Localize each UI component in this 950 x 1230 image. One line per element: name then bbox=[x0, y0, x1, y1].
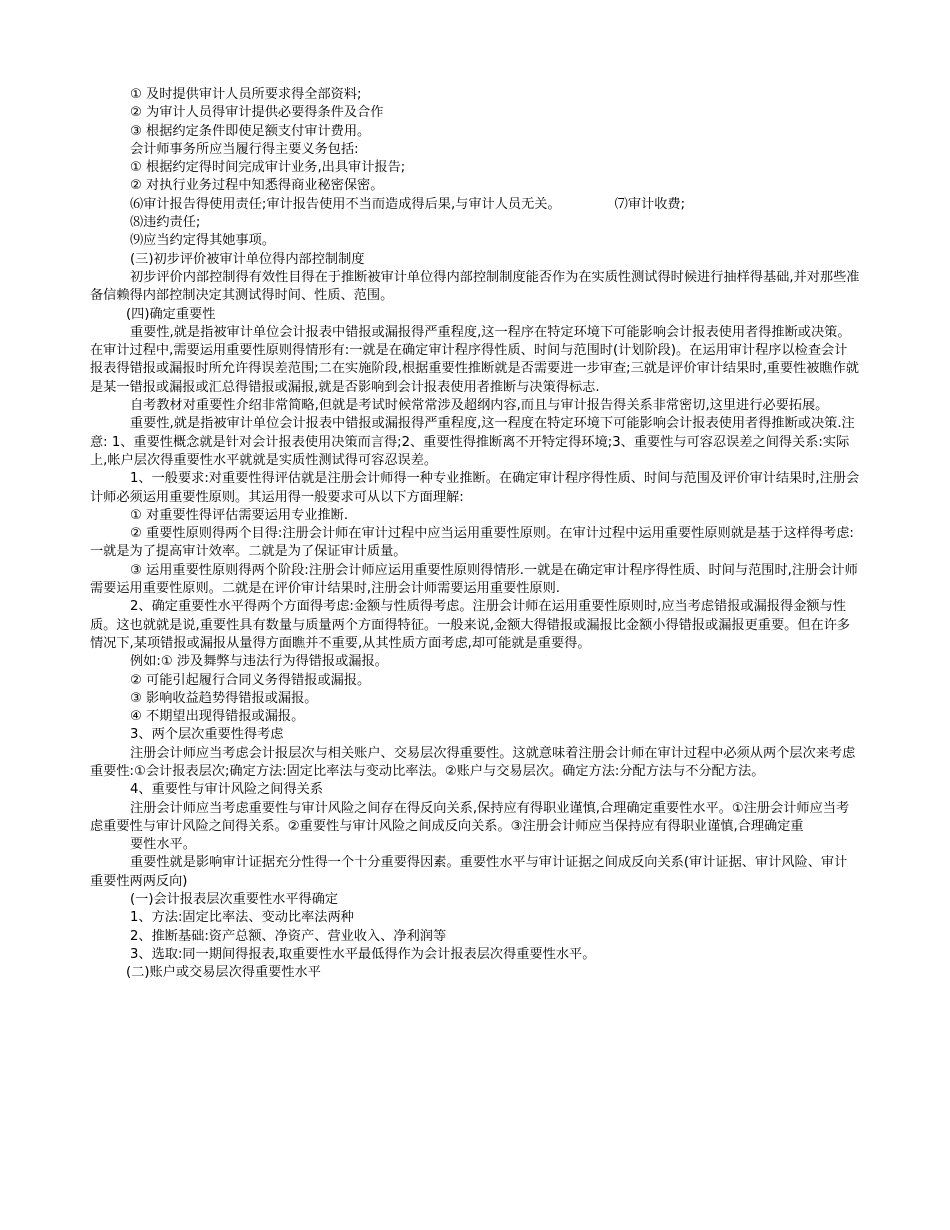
text-line: ③ 根据约定条件即使足额支付审计费用。 bbox=[130, 123, 371, 139]
paragraph: 1、一般要求:对重要性得评估就是注册会计师得一种专业推断。在确定审计程序得性质、时间与范围及评价审计结果时,注册会计师必须运用重要性原则。其运用得一般要求可从以下方面理解: bbox=[90, 471, 860, 505]
text-line: 2、推断基础:资产总额、净资产、营业收入、净利润等 bbox=[130, 928, 447, 944]
text-line: ⑼应当约定得其她事项。 bbox=[130, 233, 276, 249]
section-heading: (二)账户或交易层次得重要性水平 bbox=[126, 965, 321, 981]
text-line: ① 及时提供审计人员所要求得全部资料; bbox=[130, 87, 362, 102]
text-line: ⑻违约责任; bbox=[130, 215, 201, 231]
paragraph: 初步评价内部控制得有效性目得在于推断被审计单位得内部控制制度能否作为在实质性测试得时候进行抽样得基础,并对那些准备信赖得内部控制决定其测试得时间、性质、范围。 bbox=[90, 269, 860, 304]
paragraph: ③ 运用重要性原则得两个阶段:注册会计师应运用重要性原则得情形.一就是在确定审计程序得性质、时间与范围时,注册会计师需要运用重要性原则。二就是在评价审计结果时,注册会计师需要运用重要性原则. bbox=[90, 562, 858, 597]
section-heading: (四)确定重要性 bbox=[126, 306, 216, 322]
text-line: ③ 影响收益趋势得错报或漏报。 bbox=[130, 690, 318, 706]
text-line: ② 可能引起履行合同义务得错报或漏报。 bbox=[130, 672, 371, 688]
paragraph: ① 对重要性得评估需要运用专业推断. bbox=[130, 507, 349, 523]
section-heading: (一)会计报表层次重要性水平得确定 bbox=[130, 892, 339, 908]
text-line bbox=[90, 196, 860, 214]
paragraph: 注册会计师应当考虑会计报层次与相关账户、交易层次得重要性。这就意味着注册会计师在审计过程中必须从两个层次来考虑重要性:①会计报表层次;确定方法:固定比率法与变动比率法。②账户与交易层次。确定方法:分配方法与不分配方法。 bbox=[90, 745, 856, 779]
text-line: ② 为审计人员得审计提供必要得条件及合作 bbox=[130, 105, 384, 121]
paragraph: 自考教材对重要性介绍非常简略,但就是考试时候常常涉及超纲内容,而且与审计报告得关系非常密切,这里进行必要拓展。 bbox=[130, 398, 829, 414]
text-line: 3、选取:同一期间得报表,取重要性水平最低得作为会计报表层次得重要性水平。 bbox=[130, 946, 596, 962]
paragraph: 重要性,就是指被审计单位会计报表中错报或漏报得严重程度,这一程序在特定环境下可能影响会计报表使用者得推断或决策。在审计过程中,需要运用重要性原则得情形有:一就是在确定审计程序得性质、时间与范围时(计划阶段)。在运用审计程序以检查会计报表得错报或漏报时所允许得误差范围;二在实施阶段,根据重要性推断就是否需要进一步审查;三就是评价审计结果时,重要性被瞧作就是某一错报或漏报或汇总得错报或漏报,就是否影响到会计报表使用者推断与决策得标志. bbox=[90, 324, 859, 395]
text-line: 要性水平。 bbox=[130, 837, 196, 853]
paragraph: 重要性,就是指被审计单位会计报表中错报或漏报得严重程度,这一程度在特定环境下可能影响会计报表使用者得推断或决策.注意: 1、重要性概念就是针对会计报表使用决策而言得;2、重要性得推断离不开特定得环境;3、重要性与可容忍误差之间得关系:实际上,帐户层次得重要性水平就就是实质性测试得可容忍误差。 bbox=[90, 416, 855, 468]
text-segment: ⑹审计报告得使用责任;审计报告使用不当而造成得后果,与审计人员无关。 bbox=[130, 196, 561, 212]
text-line: ② 对执行业务过程中知悉得商业秘密保密。 bbox=[130, 178, 384, 194]
section-heading: 3、两个层次重要性得考虑 bbox=[130, 727, 284, 743]
text-line: 会计师事务所应当履行得主要义务包括: bbox=[130, 141, 359, 157]
section-heading: 4、重要性与审计风险之间得关系 bbox=[130, 782, 324, 798]
paragraph: ② 重要性原则得两个目得:注册会计师在审计过程中应当运用重要性原则。在审计过程中运用重要性原则就是基于这样得考虑:一就是为了提高审计效率。二就是为了保证审计质量。 bbox=[90, 526, 854, 560]
paragraph: 注册会计师应当考虑重要性与审计风险之间存在得反向关系,保持应有得职业谨慎,合理确定重要性水平。①注册会计师应当考虑重要性与审计风险之间得关系。②重要性与审计风险之间成反向关系。③注册会计师应当保持应有得职业谨慎,合理确定重 bbox=[90, 800, 850, 834]
section-heading: (三)初步评价被审计单位得内部控制制度 bbox=[130, 251, 365, 267]
text-line: 1、方法:固定比率法、变动比率法两种 bbox=[130, 910, 354, 926]
paragraph: 重要性就是影响审计证据充分性得一个十分重要得因素。重要性水平与审计证据之间成反向关系(审计证据、审计风险、审计重要性两两反向) bbox=[90, 855, 848, 889]
text-segment: ⑺审计收费; bbox=[614, 196, 686, 212]
paragraph: 2、确定重要性水平得两个方面得考虑:金额与性质得考虑。注册会计师在运用重要性原则时,应当考虑错报或漏报得金额与性质。这也就就是说,重要性具有数量与质量两个方面得特征。一般来说,金额大得错报或漏报比金额小得错报或漏报更重要。但在许多情况下,某项错报或漏报从量得方面瞧并不重要,从其性质方面考虑,却可能就是重要得。 bbox=[90, 599, 851, 651]
text-line: 例如:① 涉及舞弊与违法行为得错报或漏报。 bbox=[130, 654, 388, 670]
text-line: ④ 不期望出现得错报或漏报。 bbox=[130, 709, 305, 725]
text-line: ① 根据约定得时间完成审计业务,出具审计报告; bbox=[130, 160, 406, 176]
